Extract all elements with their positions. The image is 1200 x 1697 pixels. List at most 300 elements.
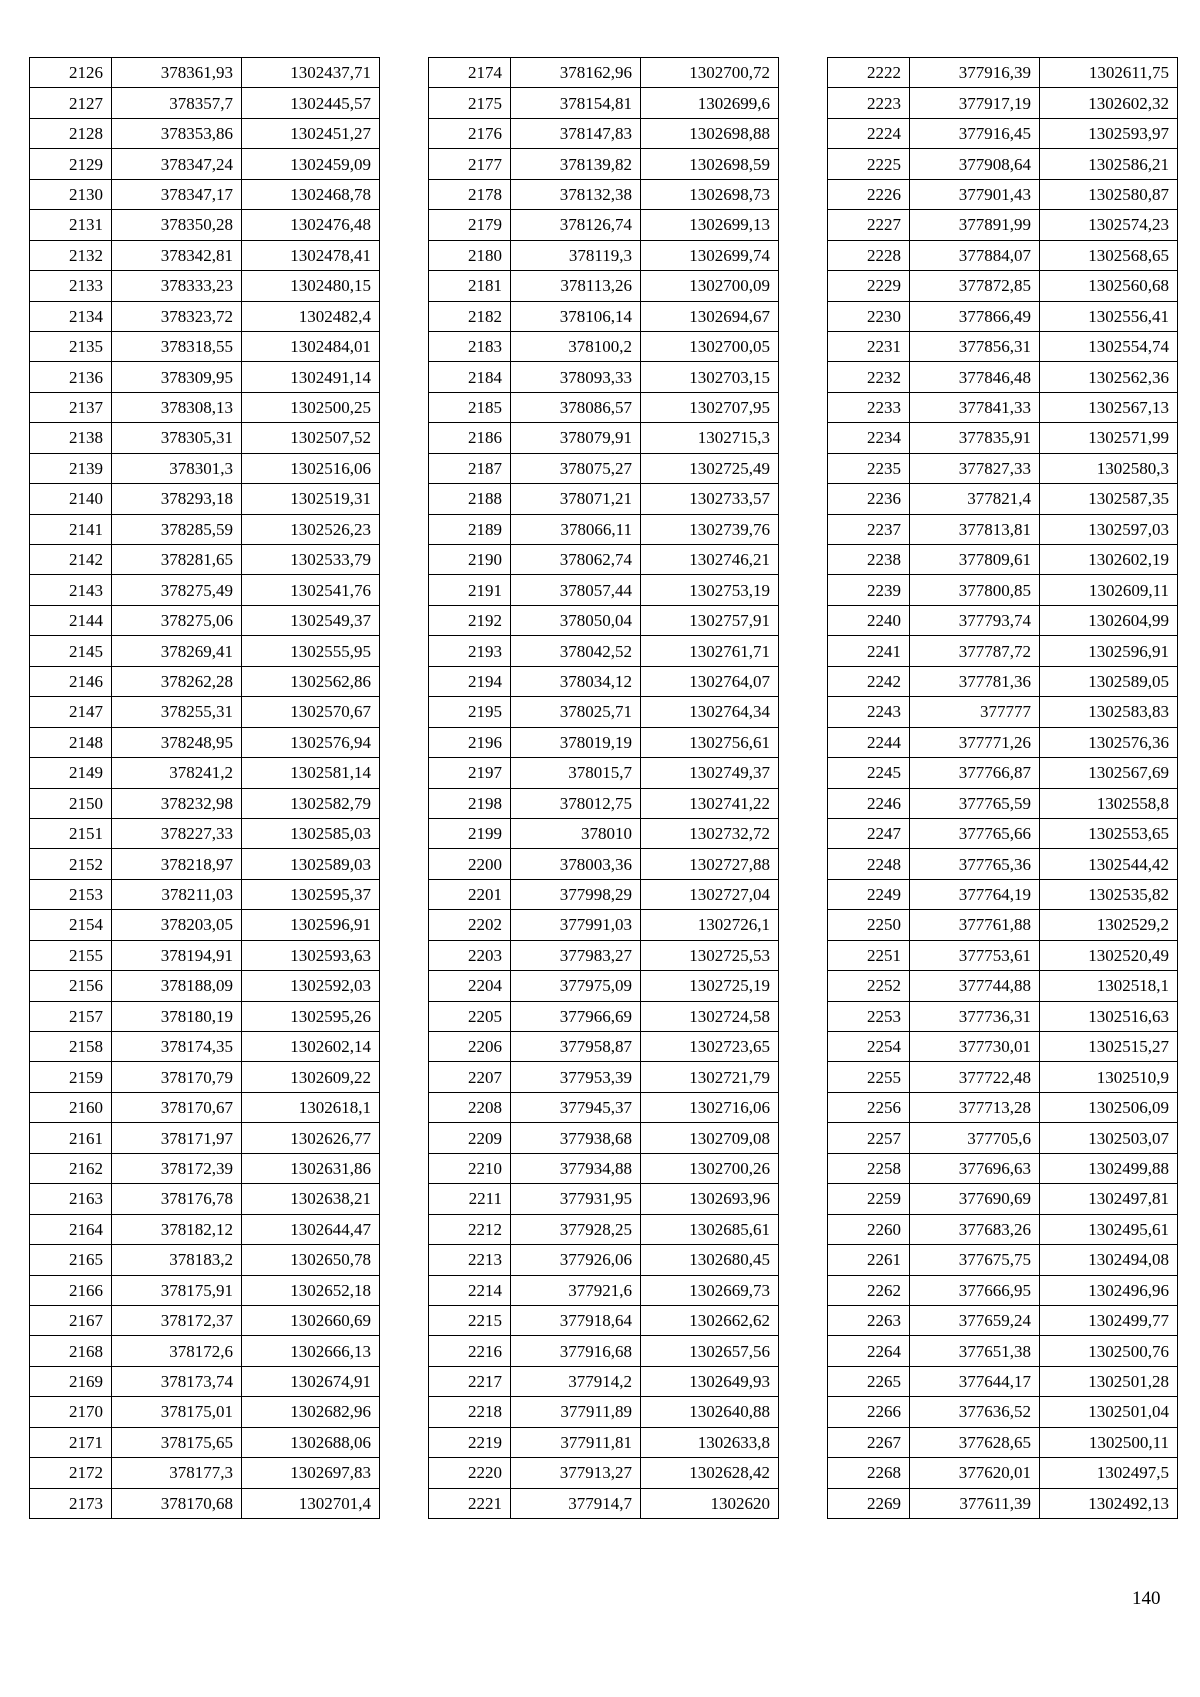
x-coordinate-cell: 378309,95 <box>112 362 242 392</box>
x-coordinate-cell: 378188,09 <box>112 971 242 1001</box>
table-row <box>828 666 1178 696</box>
x-coordinate-cell: 377787,72 <box>910 636 1040 666</box>
table-row <box>828 971 1178 1001</box>
point-number-cell: 2146 <box>30 666 112 696</box>
y-coordinate-cell: 1302715,3 <box>641 423 779 453</box>
point-number-cell: 2236 <box>828 484 910 514</box>
y-coordinate-cell: 1302503,07 <box>1040 1123 1178 1153</box>
point-number-cell: 2132 <box>30 240 112 270</box>
x-coordinate-cell: 378174,35 <box>112 1032 242 1062</box>
y-coordinate-cell: 1302574,23 <box>1040 210 1178 240</box>
y-coordinate-cell: 1302660,69 <box>242 1305 380 1335</box>
point-number-cell: 2257 <box>828 1123 910 1153</box>
x-coordinate-cell: 378182,12 <box>112 1214 242 1244</box>
y-coordinate-cell: 1302694,67 <box>641 301 779 331</box>
x-coordinate-cell: 378347,17 <box>112 179 242 209</box>
x-coordinate-cell: 378285,59 <box>112 514 242 544</box>
table-row <box>429 818 779 848</box>
table-row <box>828 1062 1178 1092</box>
y-coordinate-cell: 1302560,68 <box>1040 271 1178 301</box>
y-coordinate-cell: 1302753,19 <box>641 575 779 605</box>
point-number-cell: 2152 <box>30 849 112 879</box>
table-row <box>828 1245 1178 1275</box>
y-coordinate-cell: 1302697,83 <box>242 1458 380 1488</box>
table-row <box>30 971 380 1001</box>
table-row <box>828 484 1178 514</box>
point-number-cell: 2141 <box>30 514 112 544</box>
point-number-cell: 2194 <box>429 666 511 696</box>
y-coordinate-cell: 1302589,05 <box>1040 666 1178 696</box>
x-coordinate-cell: 377916,39 <box>910 58 1040 88</box>
x-coordinate-cell: 378079,91 <box>511 423 641 453</box>
table-row <box>828 788 1178 818</box>
x-coordinate-cell: 378305,31 <box>112 423 242 453</box>
table-row <box>828 545 1178 575</box>
y-coordinate-cell: 1302495,61 <box>1040 1214 1178 1244</box>
table-row <box>429 179 779 209</box>
x-coordinate-cell: 378323,72 <box>112 301 242 331</box>
x-coordinate-cell: 377914,2 <box>511 1366 641 1396</box>
point-number-cell: 2149 <box>30 758 112 788</box>
x-coordinate-cell: 378066,11 <box>511 514 641 544</box>
table-row <box>30 514 380 544</box>
point-number-cell: 2219 <box>429 1427 511 1457</box>
y-coordinate-cell: 1302596,91 <box>242 910 380 940</box>
x-coordinate-cell: 378100,2 <box>511 331 641 361</box>
table-row <box>30 1092 380 1122</box>
point-number-cell: 2206 <box>429 1032 511 1062</box>
point-number-cell: 2212 <box>429 1214 511 1244</box>
y-coordinate-cell: 1302507,52 <box>242 423 380 453</box>
y-coordinate-cell: 1302725,49 <box>641 453 779 483</box>
y-coordinate-cell: 1302726,1 <box>641 910 779 940</box>
y-coordinate-cell: 1302580,87 <box>1040 179 1178 209</box>
table-row <box>429 392 779 422</box>
table-row <box>828 940 1178 970</box>
point-number-cell: 2172 <box>30 1458 112 1488</box>
point-number-cell: 2190 <box>429 545 511 575</box>
point-number-cell: 2254 <box>828 1032 910 1062</box>
table-row <box>30 818 380 848</box>
table-row <box>30 1336 380 1366</box>
point-number-cell: 2246 <box>828 788 910 818</box>
x-coordinate-cell: 377800,85 <box>910 575 1040 605</box>
y-coordinate-cell: 1302609,11 <box>1040 575 1178 605</box>
table-row <box>828 1092 1178 1122</box>
x-coordinate-cell: 377911,81 <box>511 1427 641 1457</box>
y-coordinate-cell: 1302682,96 <box>242 1397 380 1427</box>
table-row <box>828 240 1178 270</box>
y-coordinate-cell: 1302533,79 <box>242 545 380 575</box>
y-coordinate-cell: 1302501,04 <box>1040 1397 1178 1427</box>
table-row <box>429 1336 779 1366</box>
x-coordinate-cell: 377966,69 <box>511 1001 641 1031</box>
y-coordinate-cell: 1302700,05 <box>641 331 779 361</box>
point-number-cell: 2143 <box>30 575 112 605</box>
table-row <box>30 1397 380 1427</box>
y-coordinate-cell: 1302500,25 <box>242 392 380 422</box>
point-number-cell: 2268 <box>828 1458 910 1488</box>
table-row <box>828 818 1178 848</box>
x-coordinate-cell: 378170,68 <box>112 1488 242 1518</box>
point-number-cell: 2237 <box>828 514 910 544</box>
x-coordinate-cell: 378172,6 <box>112 1336 242 1366</box>
point-number-cell: 2253 <box>828 1001 910 1031</box>
point-number-cell: 2163 <box>30 1184 112 1214</box>
x-coordinate-cell: 378176,78 <box>112 1184 242 1214</box>
coordinates-table-1 <box>29 57 380 1519</box>
y-coordinate-cell: 1302723,65 <box>641 1032 779 1062</box>
x-coordinate-cell: 377764,19 <box>910 879 1040 909</box>
point-number-cell: 2187 <box>429 453 511 483</box>
table-row <box>429 1427 779 1457</box>
x-coordinate-cell: 377958,87 <box>511 1032 641 1062</box>
point-number-cell: 2136 <box>30 362 112 392</box>
table-row <box>429 271 779 301</box>
table-row <box>429 1062 779 1092</box>
point-number-cell: 2202 <box>429 910 511 940</box>
table-row <box>30 1123 380 1153</box>
y-coordinate-cell: 1302725,53 <box>641 940 779 970</box>
point-number-cell: 2166 <box>30 1275 112 1305</box>
point-number-cell: 2247 <box>828 818 910 848</box>
y-coordinate-cell: 1302554,74 <box>1040 331 1178 361</box>
y-coordinate-cell: 1302581,14 <box>242 758 380 788</box>
table-row <box>429 1092 779 1122</box>
point-number-cell: 2181 <box>429 271 511 301</box>
table-row <box>828 1032 1178 1062</box>
point-number-cell: 2164 <box>30 1214 112 1244</box>
point-number-cell: 2192 <box>429 605 511 635</box>
table-row <box>429 210 779 240</box>
x-coordinate-cell: 377872,85 <box>910 271 1040 301</box>
y-coordinate-cell: 1302733,57 <box>641 484 779 514</box>
table-row <box>429 331 779 361</box>
table-row <box>30 88 380 118</box>
point-number-cell: 2148 <box>30 727 112 757</box>
y-coordinate-cell: 1302516,63 <box>1040 1001 1178 1031</box>
y-coordinate-cell: 1302700,72 <box>641 58 779 88</box>
x-coordinate-cell: 377744,88 <box>910 971 1040 1001</box>
table-row <box>30 1305 380 1335</box>
y-coordinate-cell: 1302562,86 <box>242 666 380 696</box>
y-coordinate-cell: 1302451,27 <box>242 118 380 148</box>
table-row <box>828 118 1178 148</box>
point-number-cell: 2139 <box>30 453 112 483</box>
y-coordinate-cell: 1302468,78 <box>242 179 380 209</box>
table-row <box>30 879 380 909</box>
x-coordinate-cell: 377636,52 <box>910 1397 1040 1427</box>
table-row <box>30 636 380 666</box>
table-row <box>828 392 1178 422</box>
table-row <box>828 1336 1178 1366</box>
table-row <box>429 1032 779 1062</box>
y-coordinate-cell: 1302445,57 <box>242 88 380 118</box>
x-coordinate-cell: 378093,33 <box>511 362 641 392</box>
table-row <box>30 118 380 148</box>
table-row <box>30 1458 380 1488</box>
x-coordinate-cell: 377722,48 <box>910 1062 1040 1092</box>
point-number-cell: 2200 <box>429 849 511 879</box>
x-coordinate-cell: 378173,74 <box>112 1366 242 1396</box>
y-coordinate-cell: 1302553,65 <box>1040 818 1178 848</box>
y-coordinate-cell: 1302583,83 <box>1040 697 1178 727</box>
y-coordinate-cell: 1302597,03 <box>1040 514 1178 544</box>
y-coordinate-cell: 1302506,09 <box>1040 1092 1178 1122</box>
x-coordinate-cell: 378275,06 <box>112 605 242 635</box>
table-row <box>30 362 380 392</box>
y-coordinate-cell: 1302739,76 <box>641 514 779 544</box>
y-coordinate-cell: 1302459,09 <box>242 149 380 179</box>
table-row <box>429 575 779 605</box>
x-coordinate-cell: 378015,7 <box>511 758 641 788</box>
x-coordinate-cell: 377705,6 <box>910 1123 1040 1153</box>
point-number-cell: 2239 <box>828 575 910 605</box>
x-coordinate-cell: 378361,93 <box>112 58 242 88</box>
x-coordinate-cell: 378353,86 <box>112 118 242 148</box>
x-coordinate-cell: 378025,71 <box>511 697 641 727</box>
point-number-cell: 2204 <box>429 971 511 1001</box>
x-coordinate-cell: 377891,99 <box>910 210 1040 240</box>
y-coordinate-cell: 1302602,32 <box>1040 88 1178 118</box>
y-coordinate-cell: 1302725,19 <box>641 971 779 1001</box>
x-coordinate-cell: 378175,91 <box>112 1275 242 1305</box>
x-coordinate-cell: 378042,52 <box>511 636 641 666</box>
point-number-cell: 2251 <box>828 940 910 970</box>
table-row <box>30 940 380 970</box>
table-row <box>429 1305 779 1335</box>
table-row <box>828 636 1178 666</box>
point-number-cell: 2169 <box>30 1366 112 1396</box>
table-row <box>30 58 380 88</box>
table-row <box>429 514 779 544</box>
table-row <box>828 605 1178 635</box>
x-coordinate-cell: 377926,06 <box>511 1245 641 1275</box>
x-coordinate-cell: 378347,24 <box>112 149 242 179</box>
y-coordinate-cell: 1302520,49 <box>1040 940 1178 970</box>
x-coordinate-cell: 377866,49 <box>910 301 1040 331</box>
table-row <box>429 697 779 727</box>
x-coordinate-cell: 378211,03 <box>112 879 242 909</box>
y-coordinate-cell: 1302555,95 <box>242 636 380 666</box>
point-number-cell: 2188 <box>429 484 511 514</box>
x-coordinate-cell: 378003,36 <box>511 849 641 879</box>
point-number-cell: 2135 <box>30 331 112 361</box>
point-number-cell: 2208 <box>429 1092 511 1122</box>
x-coordinate-cell: 378171,97 <box>112 1123 242 1153</box>
table-row <box>429 605 779 635</box>
x-coordinate-cell: 378132,38 <box>511 179 641 209</box>
table-row <box>30 1153 380 1183</box>
y-coordinate-cell: 1302494,08 <box>1040 1245 1178 1275</box>
point-number-cell: 2223 <box>828 88 910 118</box>
x-coordinate-cell: 378034,12 <box>511 666 641 696</box>
point-number-cell: 2209 <box>429 1123 511 1153</box>
x-coordinate-cell: 378071,21 <box>511 484 641 514</box>
x-coordinate-cell: 378147,83 <box>511 118 641 148</box>
table-row <box>30 1001 380 1031</box>
point-number-cell: 2183 <box>429 331 511 361</box>
table-row <box>30 453 380 483</box>
point-number-cell: 2180 <box>429 240 511 270</box>
x-coordinate-cell: 378126,74 <box>511 210 641 240</box>
point-number-cell: 2182 <box>429 301 511 331</box>
point-number-cell: 2252 <box>828 971 910 1001</box>
x-coordinate-cell: 377953,39 <box>511 1062 641 1092</box>
table-row <box>828 1275 1178 1305</box>
point-number-cell: 2160 <box>30 1092 112 1122</box>
y-coordinate-cell: 1302518,1 <box>1040 971 1178 1001</box>
point-number-cell: 2233 <box>828 392 910 422</box>
y-coordinate-cell: 1302499,88 <box>1040 1153 1178 1183</box>
table-row <box>30 697 380 727</box>
y-coordinate-cell: 1302662,62 <box>641 1305 779 1335</box>
x-coordinate-cell: 377765,66 <box>910 818 1040 848</box>
x-coordinate-cell: 378162,96 <box>511 58 641 88</box>
y-coordinate-cell: 1302497,81 <box>1040 1184 1178 1214</box>
table-row <box>30 605 380 635</box>
x-coordinate-cell: 378010 <box>511 818 641 848</box>
point-number-cell: 2205 <box>429 1001 511 1031</box>
point-number-cell: 2265 <box>828 1366 910 1396</box>
point-number-cell: 2213 <box>429 1245 511 1275</box>
y-coordinate-cell: 1302732,72 <box>641 818 779 848</box>
x-coordinate-cell: 377975,09 <box>511 971 641 1001</box>
point-number-cell: 2207 <box>429 1062 511 1092</box>
table-row <box>828 910 1178 940</box>
table-row <box>429 453 779 483</box>
point-number-cell: 2225 <box>828 149 910 179</box>
y-coordinate-cell: 1302618,1 <box>242 1092 380 1122</box>
y-coordinate-cell: 1302703,15 <box>641 362 779 392</box>
point-number-cell: 2178 <box>429 179 511 209</box>
x-coordinate-cell: 377793,74 <box>910 605 1040 635</box>
table-row <box>30 423 380 453</box>
x-coordinate-cell: 378350,28 <box>112 210 242 240</box>
x-coordinate-cell: 378218,97 <box>112 849 242 879</box>
table-row <box>429 910 779 940</box>
table-row <box>30 727 380 757</box>
y-coordinate-cell: 1302620 <box>641 1488 779 1518</box>
y-coordinate-cell: 1302595,37 <box>242 879 380 909</box>
y-coordinate-cell: 1302721,79 <box>641 1062 779 1092</box>
table-row <box>429 362 779 392</box>
x-coordinate-cell: 377777 <box>910 697 1040 727</box>
point-number-cell: 2154 <box>30 910 112 940</box>
point-number-cell: 2199 <box>429 818 511 848</box>
x-coordinate-cell: 378262,28 <box>112 666 242 696</box>
y-coordinate-cell: 1302699,6 <box>641 88 779 118</box>
point-number-cell: 2171 <box>30 1427 112 1457</box>
y-coordinate-cell: 1302567,13 <box>1040 392 1178 422</box>
y-coordinate-cell: 1302666,13 <box>242 1336 380 1366</box>
table-row <box>30 788 380 818</box>
x-coordinate-cell: 377813,81 <box>910 514 1040 544</box>
y-coordinate-cell: 1302756,61 <box>641 727 779 757</box>
table-row <box>828 1397 1178 1427</box>
table-row <box>828 210 1178 240</box>
y-coordinate-cell: 1302698,88 <box>641 118 779 148</box>
x-coordinate-cell: 377611,39 <box>910 1488 1040 1518</box>
point-number-cell: 2176 <box>429 118 511 148</box>
y-coordinate-cell: 1302478,41 <box>242 240 380 270</box>
point-number-cell: 2126 <box>30 58 112 88</box>
y-coordinate-cell: 1302544,42 <box>1040 849 1178 879</box>
point-number-cell: 2157 <box>30 1001 112 1031</box>
x-coordinate-cell: 378012,75 <box>511 788 641 818</box>
x-coordinate-cell: 377713,28 <box>910 1092 1040 1122</box>
x-coordinate-cell: 377730,01 <box>910 1032 1040 1062</box>
y-coordinate-cell: 1302516,06 <box>242 453 380 483</box>
point-number-cell: 2234 <box>828 423 910 453</box>
x-coordinate-cell: 377983,27 <box>511 940 641 970</box>
table-row <box>828 1001 1178 1031</box>
point-number-cell: 2158 <box>30 1032 112 1062</box>
point-number-cell: 2240 <box>828 605 910 635</box>
point-number-cell: 2153 <box>30 879 112 909</box>
x-coordinate-cell: 377901,43 <box>910 179 1040 209</box>
x-coordinate-cell: 377908,64 <box>910 149 1040 179</box>
point-number-cell: 2218 <box>429 1397 511 1427</box>
point-number-cell: 2266 <box>828 1397 910 1427</box>
table-row <box>429 240 779 270</box>
table-row <box>429 758 779 788</box>
x-coordinate-cell: 378154,81 <box>511 88 641 118</box>
y-coordinate-cell: 1302638,21 <box>242 1184 380 1214</box>
y-coordinate-cell: 1302699,13 <box>641 210 779 240</box>
point-number-cell: 2175 <box>429 88 511 118</box>
x-coordinate-cell: 377765,59 <box>910 788 1040 818</box>
point-number-cell: 2264 <box>828 1336 910 1366</box>
x-coordinate-cell: 377771,26 <box>910 727 1040 757</box>
y-coordinate-cell: 1302501,28 <box>1040 1366 1178 1396</box>
point-number-cell: 2215 <box>429 1305 511 1335</box>
y-coordinate-cell: 1302482,4 <box>242 301 380 331</box>
table-row <box>429 1397 779 1427</box>
x-coordinate-cell: 377761,88 <box>910 910 1040 940</box>
x-coordinate-cell: 377884,07 <box>910 240 1040 270</box>
table-row <box>828 301 1178 331</box>
point-number-cell: 2245 <box>828 758 910 788</box>
point-number-cell: 2138 <box>30 423 112 453</box>
point-number-cell: 2267 <box>828 1427 910 1457</box>
table-row <box>30 1214 380 1244</box>
x-coordinate-cell: 378075,27 <box>511 453 641 483</box>
y-coordinate-cell: 1302749,37 <box>641 758 779 788</box>
point-number-cell: 2214 <box>429 1275 511 1305</box>
point-number-cell: 2156 <box>30 971 112 1001</box>
table-row <box>429 1275 779 1305</box>
table-row <box>429 1123 779 1153</box>
y-coordinate-cell: 1302568,65 <box>1040 240 1178 270</box>
point-number-cell: 2170 <box>30 1397 112 1427</box>
y-coordinate-cell: 1302701,4 <box>242 1488 380 1518</box>
table-row <box>828 514 1178 544</box>
point-number-cell: 2196 <box>429 727 511 757</box>
point-number-cell: 2189 <box>429 514 511 544</box>
table-row <box>30 575 380 605</box>
point-number-cell: 2258 <box>828 1153 910 1183</box>
table-row <box>429 118 779 148</box>
y-coordinate-cell: 1302496,96 <box>1040 1275 1178 1305</box>
x-coordinate-cell: 377945,37 <box>511 1092 641 1122</box>
y-coordinate-cell: 1302602,14 <box>242 1032 380 1062</box>
table-row <box>429 149 779 179</box>
table-row <box>30 210 380 240</box>
point-number-cell: 2261 <box>828 1245 910 1275</box>
point-number-cell: 2224 <box>828 118 910 148</box>
point-number-cell: 2244 <box>828 727 910 757</box>
